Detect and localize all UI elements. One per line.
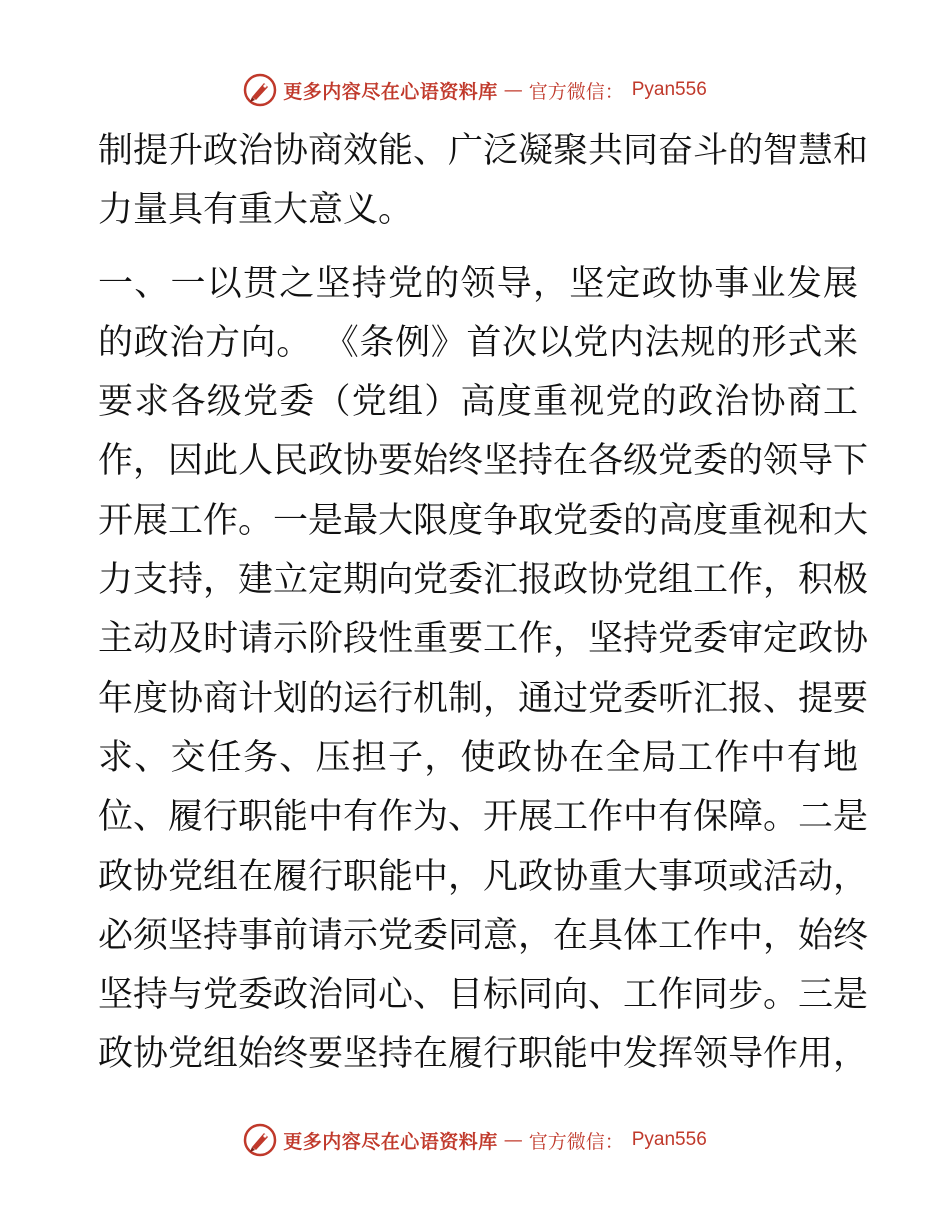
banner-wechat-id: Pyan556 bbox=[631, 79, 707, 100]
text-line: 求、交任务、压担子，使政协在全局工作中有地 bbox=[98, 737, 858, 778]
pen-nib-icon bbox=[243, 73, 277, 107]
text-line: 一、一以贯之坚持党的领导，坚定政协事业发展 bbox=[98, 263, 858, 304]
text-line: 位、履行职能中有作为、开展工作中有保障。二是 bbox=[98, 797, 869, 838]
paragraph-2 bbox=[98, 255, 869, 1085]
text-line: 坚持与党委政治同心、目标同向、工作同步。三是 bbox=[98, 975, 869, 1016]
document-body bbox=[98, 122, 869, 1085]
text-line: 政协党组在履行职能中，凡政协重大事项或活动， bbox=[98, 856, 869, 897]
text-line: 年度协商计划的运行机制，通过党委听汇报、提要 bbox=[98, 678, 869, 719]
footer-banner bbox=[0, 1118, 950, 1162]
banner-title: 更多内容尽在心语资料库 bbox=[283, 1130, 498, 1153]
text-line: 开展工作。一是最大限度争取党委的高度重视和大 bbox=[98, 500, 869, 541]
text-line: 作，因此人民政协要始终坚持在各级党委的领导下 bbox=[98, 441, 869, 482]
text-line: 政协党组始终要坚持在履行职能中发挥领导作用， bbox=[98, 1034, 869, 1075]
text-line: 力量具有重大意义。 bbox=[98, 190, 414, 231]
text-line: 要求各级党委（党组）高度重视党的政治协商工 bbox=[98, 382, 858, 423]
text-line: 的政治方向。 《条例》首次以党内法规的形式来 bbox=[98, 322, 858, 363]
banner-separator: — bbox=[503, 79, 523, 101]
header-banner bbox=[0, 68, 950, 112]
banner-title: 更多内容尽在心语资料库 bbox=[283, 80, 498, 103]
paragraph-1 bbox=[98, 122, 869, 241]
text-line: 力支持，建立定期向党委汇报政协党组工作，积极 bbox=[98, 560, 869, 601]
text-line: 必须坚持事前请示党委同意，在具体工作中，始终 bbox=[98, 915, 869, 956]
banner-wechat-label: 官方微信： bbox=[528, 80, 624, 103]
banner-wechat-id: Pyan556 bbox=[631, 1129, 707, 1150]
text-line: 制提升政治协商效能、广泛凝聚共同奋斗的智慧和 bbox=[98, 131, 869, 171]
pen-nib-icon bbox=[243, 1123, 277, 1157]
text-line: 主动及时请示阶段性重要工作，坚持党委审定政协 bbox=[98, 619, 869, 660]
banner-separator: — bbox=[503, 1129, 523, 1151]
banner-wechat-label: 官方微信： bbox=[528, 1130, 624, 1153]
